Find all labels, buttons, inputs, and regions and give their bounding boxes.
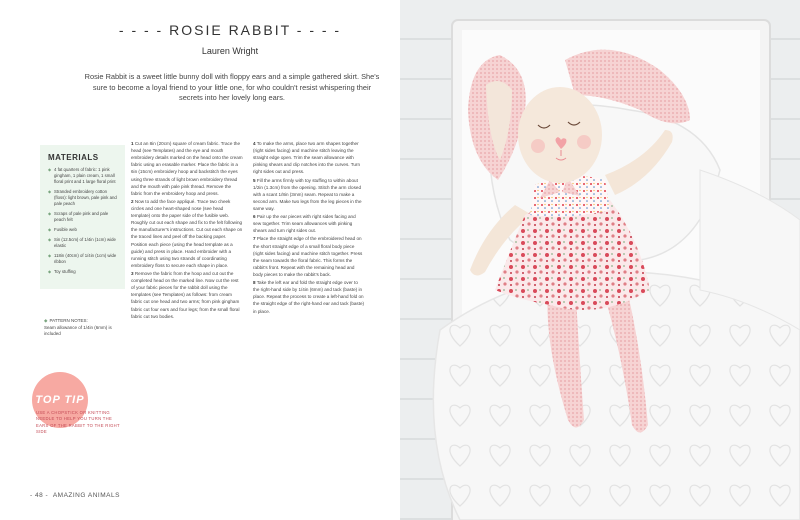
top-tip-title: TOP TIP [35, 394, 85, 406]
step-number: 2 [131, 198, 134, 204]
step-text: Pair up the ear pieces with right sides facing and sew together. Trim seam allowances with pinking shears and turn right sides out. [253, 214, 356, 234]
step [131, 140, 243, 197]
step-number: 1 [131, 141, 134, 146]
materials-heading: MATERIALS [48, 153, 99, 162]
right-page-photo [400, 0, 800, 520]
materials-box [40, 145, 125, 289]
page-footer [30, 492, 120, 499]
rabbit-doll-photo [400, 0, 800, 520]
step [253, 140, 365, 176]
step [253, 279, 365, 315]
materials-list [48, 167, 119, 275]
instructions-column-1 [131, 140, 243, 321]
pattern-notes-label: PATTERN NOTES: [49, 318, 88, 323]
step-text: Remove the fabric from the hoop and cut out the completed head on the marked line. Now cut the rest of your fabric pieces for the rabbit doll using the templates (see Templates) as follows: from cream fabric cut one head and two arms; from pink gingham fabric cut four ears and four legs; from the small floral fabric cut two bodies. [131, 270, 240, 319]
pattern-notes [44, 318, 124, 338]
step [131, 198, 243, 269]
step-number: 3 [131, 270, 134, 276]
step-text: Place the straight edge of the embroidered head on the short straight edge of a small floral body piece (right sides facing) and machine stitch together. Press the seam towards the floral fabric. This forms the rabbit's front. Repeat with the remaining head and body pieces to make the rabbit's back. [253, 236, 363, 277]
step-text: Take the left ear and fold the straight edge over to the right-hand side by 1/4in (6mm) and tack (baste) in place. Repeat the process to create a left-hand fold on the straight edge of the right-hand ear and tack (baste) in place. [253, 280, 365, 314]
title-block [90, 22, 370, 56]
pattern-notes-text: Seam allowance of 1/4in (6mm) is included [44, 324, 112, 337]
top-tip-text: USE A CHOPSTICK OR KNITTING NEEDLE TO HELP YOU TURN THE EARS OF THE RABBIT TO THE RIGHT SIDE [36, 410, 120, 434]
page-number: 48 [34, 492, 44, 499]
materials-item: ◆ Toy stuffing [48, 269, 119, 275]
step-number: 6 [253, 214, 256, 220]
step-number: 4 [253, 141, 256, 146]
step [131, 270, 243, 320]
step [253, 213, 365, 234]
step-number: 7 [253, 236, 256, 242]
step-number: 8 [253, 280, 256, 286]
article-title: - - - - ROSIE RABBIT - - - - [118, 22, 342, 38]
materials-item: ◆ 118in (40cm) of 1/4in (1cm) wide ribbon [48, 253, 119, 265]
section-name: AMAZING ANIMALS [52, 492, 120, 499]
materials-item: ◆ Stranded embroidery cotton (floss): light brown, pale pink and pale peach [48, 189, 119, 207]
step-number: 5 [253, 177, 256, 183]
instructions-column-2 [253, 140, 365, 316]
article-author: Lauren Wright [201, 46, 259, 56]
materials-item: ◆ Sin (12.5cm) of 1/4in (1cm) wide elastic [48, 237, 119, 249]
step-text: Now to add the face appliqué. Trace two cheek circles and one heart-shaped nose (see head template) onto the paper side of the fusible web. Roughly cut out each shape and fix to the felt following the manufacturer's instructions. Cut out each shape on the traced lines and peel off the backing paper. Position each piece (using the head template as a guide) and press in place. Hand embroider with a running stitch using two strands of coordinating embroidery floss to secure each shape in place. [131, 198, 243, 268]
footer-dash: - [43, 492, 53, 499]
article-intro: Rosie Rabbit is a sweet little bunny doll with floppy ears and a simple gathered skirt. She's sure to become a loyal friend to your little one, for who couldn't resist whispering their secrets into her lovely long ears. [84, 72, 380, 103]
step [253, 177, 365, 213]
materials-item: ◆ 4 fat quarters of fabric: 1 pink gingham, 1 plain cream, 1 small floral print and 1 large floral print [48, 167, 119, 185]
materials-item: ◆ Scraps of pale pink and pale peach felt [48, 211, 119, 223]
step-text: Fill the arms firmly with toy stuffing to within about 1/2in (1.3cm) from the opening. Stitch the arm closed with a scant 1/8in (3mm) seam. Repeat to make a second arm. Make two legs from the leg pieces in the same way. [253, 177, 362, 211]
step-text: Cut an 8in (20cm) square of cream fabric. Trace the head (see Templates) and the eye and mouth embroidery details marked on the head onto the cream fabric using an erasable marker. Place the fabric in a 6in (15cm) embroidery hoop and backstitch the eyes using three strands of light brown embroidery thread and the mouth with pale pink thread. Remove the fabric from the embroidery hoop and press. [131, 141, 243, 196]
step [253, 235, 365, 278]
step-text: To make the arms, place two arm shapes together (right sides facing) and machine stitch leaving the straight edge open. Trim the seam allowance with pinking shears and clip notches into the curves. Turn right sides out and press. [253, 141, 360, 175]
footer-dash: - [30, 492, 35, 499]
materials-item: ◆ Fusible web [48, 227, 119, 233]
diamond-icon: ◆ [44, 318, 48, 323]
